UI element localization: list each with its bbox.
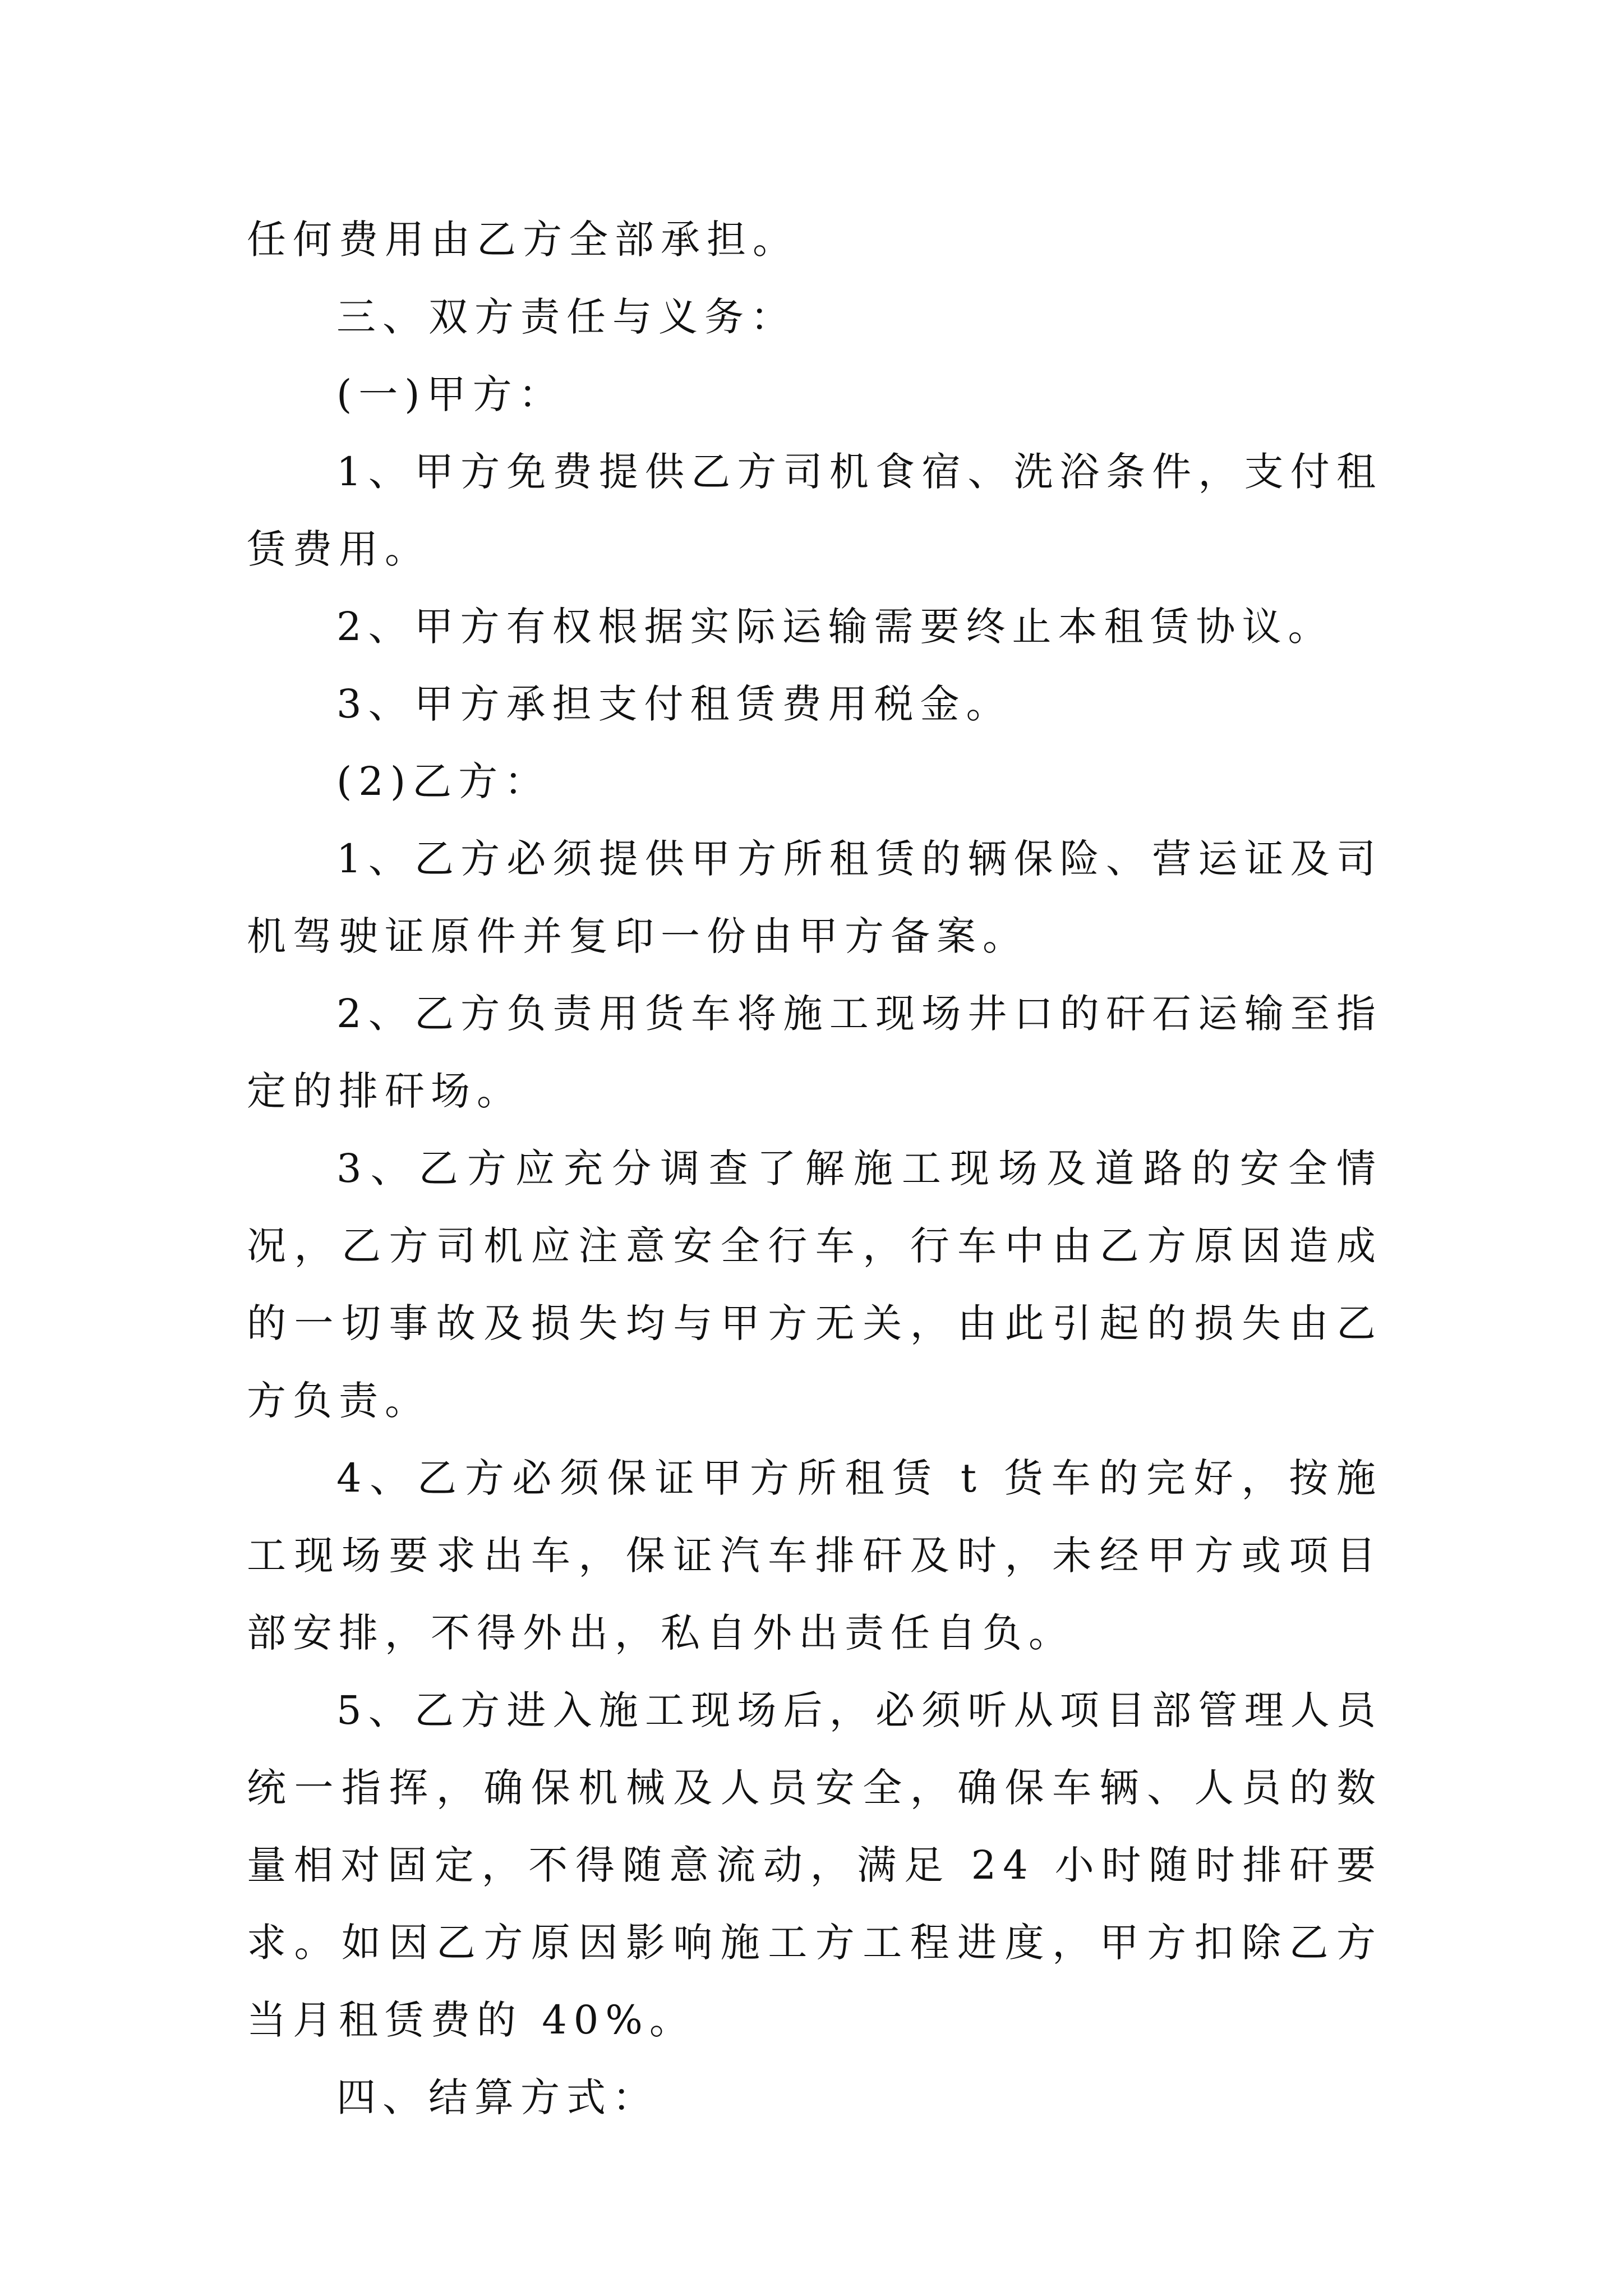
- section-heading-settlement: 四、结算方式：: [336, 2074, 658, 2120]
- party-b-item-3: 3、乙方应充分调查了解施工现场及道路的安全情况，乙方司机应注意安全行车，行车中由乙方原因造成的一切事故及损失均与甲方无关，由此引起的损失由乙方负责。: [247, 1145, 1382, 1424]
- section-heading-responsibilities: 三、双方责任与义务：: [336, 294, 796, 340]
- subheading-party-a: (一)甲方：: [336, 371, 565, 417]
- party-b-item-2: 2、乙方负责用货车将施工现场井口的矸石运输至指定的排矸场。: [247, 991, 1382, 1114]
- party-b-item-1: 1、乙方必须提供甲方所租赁的辆保险、营运证及司机驾驶证原件并复印一份由甲方备案。: [247, 836, 1382, 959]
- party-a-item-1: 1、甲方免费提供乙方司机食宿、洗浴条件，支付租赁费用。: [247, 449, 1382, 572]
- party-b-item-5: 5、乙方进入施工现场后，必须听从项目部管理人员统一指挥，确保机械及人员安全，确保车辆、人员的数量相对固定，不得随意流动，满足 24 小时随时排矸要求。如因乙方原因影响施工方工程进度，甲方扣除乙方当月租赁费的 40%。: [247, 1687, 1382, 2043]
- subheading-party-b: (2)乙方：: [336, 758, 551, 804]
- paragraph-fee-continuation: 任何费用由乙方全部承担。: [247, 217, 799, 263]
- party-a-item-2: 2、甲方有权根据实际运输需要终止本租赁协议。: [336, 604, 1334, 650]
- document-body: [247, 201, 1382, 2136]
- party-a-item-3: 3、甲方承担支付租赁费用税金。: [336, 681, 1012, 727]
- party-b-item-4: 4、乙方必须保证甲方所租赁 t 货车的完好，按施工现场要求出车，保证汽车排矸及时，未经甲方或项目部安排，不得外出，私自外出责任自负。: [247, 1455, 1382, 1656]
